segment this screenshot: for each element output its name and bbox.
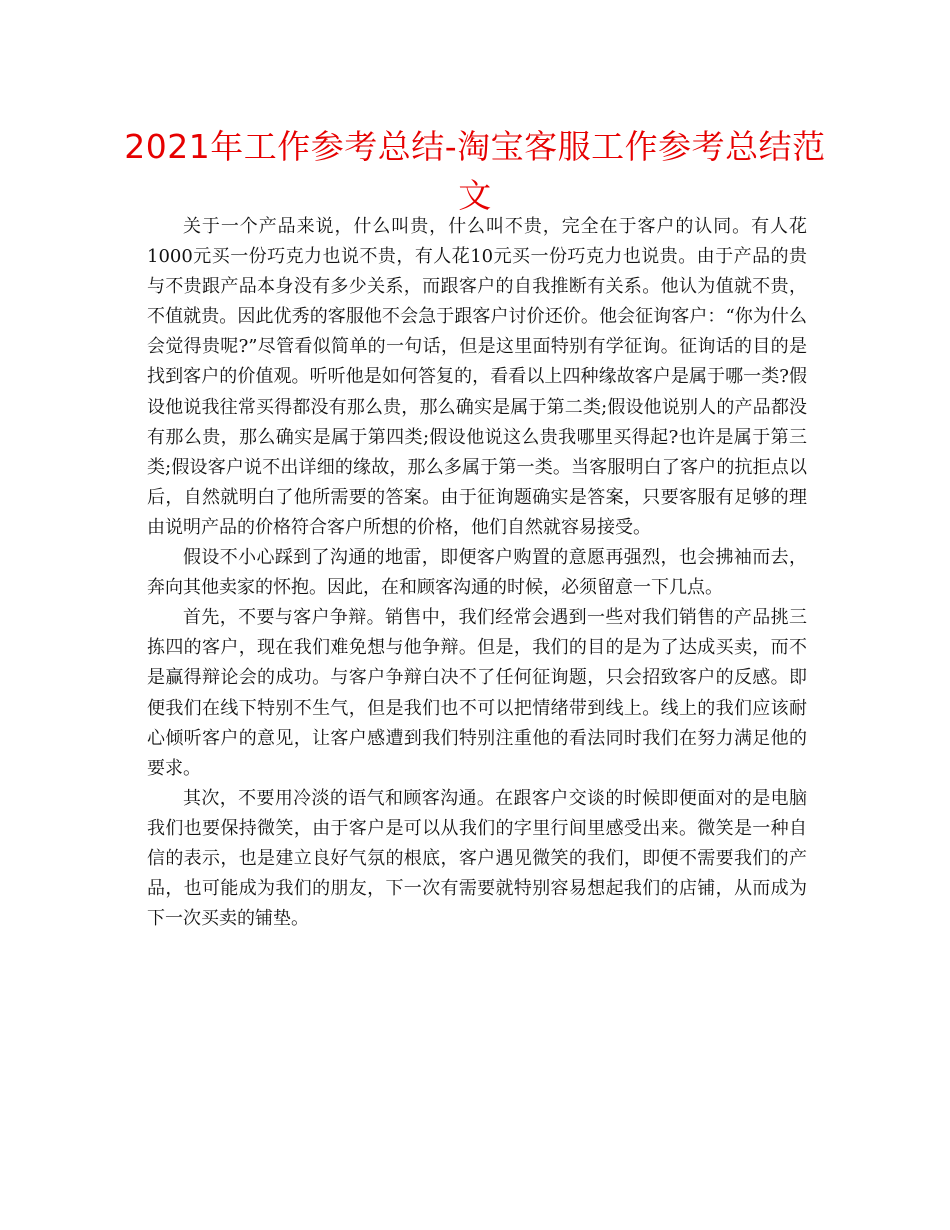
paragraph: 假设不小心踩到了沟通的地雷，即便客户购置的意愿再强烈，也会拂袖而去，奔向其他卖家的怀抱。因此，在和顾客沟通的时候，必须留意一下几点。	[147, 547, 807, 599]
paragraph: 首先，不要与客户争辩。销售中，我们经常会遇到一些对我们销售的产品挑三拣四的客户，现在我们难免想与他争辩。但是，我们的目的是为了达成买卖，而不是赢得辩论会的成功。与客户争辩白决不了任何征询题，只会招致客户的反感。即便我们在线下特别不生气，但是我们也不可以把情绪带到线上。线上的我们应该耐心倾听客户的意见，让客户感遭到我们特别注重他的看法同时我们在努力满足他的要求。	[147, 607, 807, 779]
paragraph: 其次，不要用冷淡的语气和顾客沟通。在跟客户交谈的时候即便面对的是电脑我们也要保持微笑，由于客户是可以从我们的字里行间里感受出来。微笑是一种自信的表示，也是建立良好气氛的根底，客户遇见微笑的我们，即便不需要我们的产品，也可能成为我们的朋友，下一次有需要就特别容易想起我们的店铺，从而成为下一次买卖的铺垫。	[147, 787, 807, 930]
document-body	[147, 212, 807, 934]
paragraph: 关于一个产品来说，什么叫贵，什么叫不贵，完全在于客户的认同。有人花1000元买一份巧克力也说不贵，有人花10元买一份巧克力也说贵。由于产品的贵与不贵跟产品本身没有多少关系，而跟客户的自我推断有关系。他认为值就不贵，不值就贵。因此优秀的客服他不会急于跟客户讨价还价。他会征询客户：“你为什么会觉得贵呢?”尽管看似简单的一句话，但是这里面特别有学征询。征询话的目的是找到客户的价值观。听听他是如何答复的，看看以上四种缘故客户是属于哪一类?假设他说我往常买得都没有那么贵，那么确实是属于第二类;假设他说别人的产品都没有那么贵，那么确实是属于第四类;假设他说这么贵我哪里买得起?也许是属于第三类;假设客户说不出详细的缘故，那么多属于第一类。当客服明白了客户的抗拒点以后，自然就明白了他所需要的答案。由于征询题确实是答案，只要客服有足够的理由说明产品的价格符合客户所想的价格，他们自然就容易接受。	[147, 216, 807, 538]
document-title: 2021年工作参考总结-淘宝客服工作参考总结范文	[124, 127, 826, 215]
